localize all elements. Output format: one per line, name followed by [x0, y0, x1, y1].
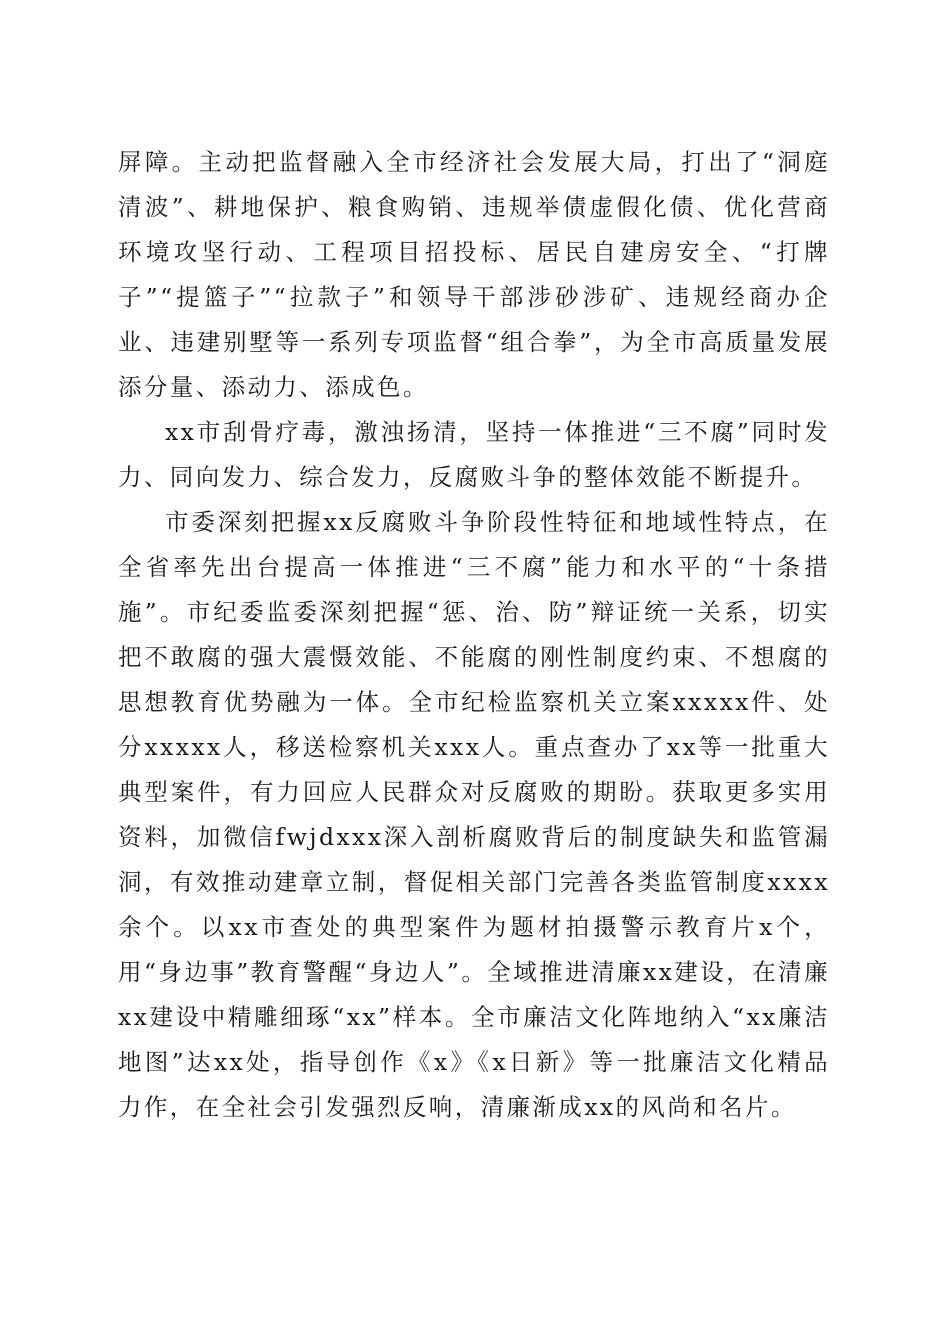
document-body [118, 140, 830, 1130]
paragraph-continuation: 屏障。主动把监督融入全市经济社会发展大局，打出了“洞庭清波”、耕地保护、粮食购销、违规举债虚假化债、优化营商环境攻坚行动、工程项目招投标、居民自建房安全、“打牌子”“提篮子”“拉款子”和领导干部涉砂涉矿、违规经商办企业、违建别墅等一系列专项监督“组合拳”，为全市高质量发展添分量、添动力、添成色。 [118, 148, 830, 401]
paragraph-anti-corruption-detail: 市委深刻把握xx反腐败斗争阶段性特征和地域性特点，在全省率先出台提高一体推进“三不腐”能力和水平的“十条措施”。市纪委监委深刻把握“惩、治、防”辩证统一关系，切实把不敢腐的强大震慑效能、不能腐的刚性制度约束、不想腐的思想教育优势融为一体。全市纪检监察机关立案xxxxx件、处分xxxxx人，移送检察机关xxx人。重点查办了xx等一批重大典型案件，有力回应人民群众对反腐败的期盼。获取更多实用资料，加微信fwjdxxx深入剖析腐败背后的制度缺失和监管漏洞，有效推动建章立制，督促相关部门完善各类监管制度xxxx余个。以xx市查处的典型案件为题材拍摄警示教育片x个，用“身边事”教育警醒“身边人”。全域推进清廉xx建设，在清廉xx建设中精雕细琢“xx”样本。全市廉洁文化阵地纳入“xx廉洁地图”达xx处，指导创作《x》《x日新》等一批廉洁文化精品力作，在全社会引发强烈反响，清廉渐成xx的风尚和名片。 [118, 508, 830, 1121]
paragraph-anti-corruption-summary: xx市刮骨疗毒，激浊扬清，坚持一体推进“三不腐”同时发力、同向发力、综合发力，反腐败斗争的整体效能不断提升。 [118, 418, 830, 491]
